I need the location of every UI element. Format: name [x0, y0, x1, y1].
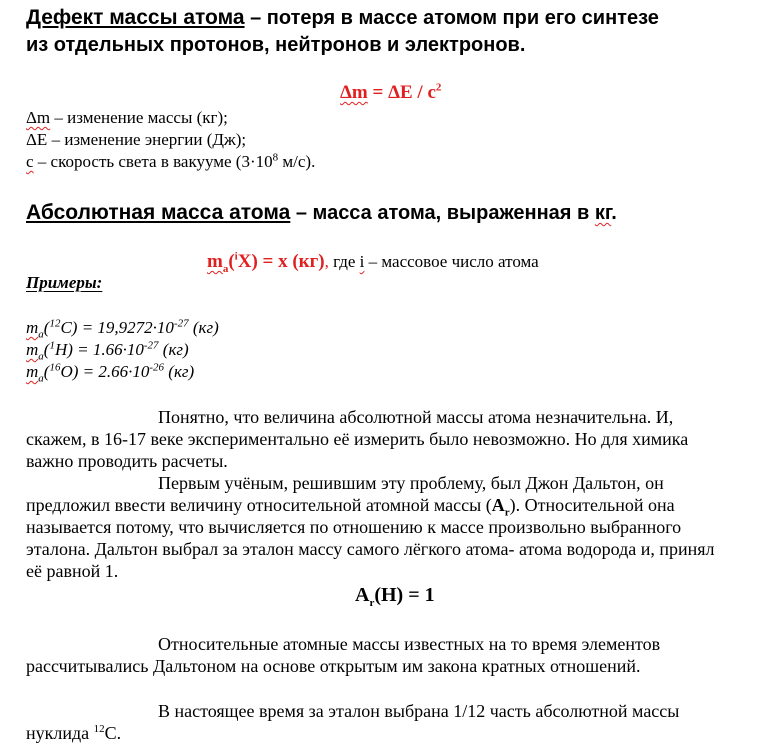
def-de-symbol: ΔE — [26, 130, 48, 149]
heading-mass-defect-term: Дефект массы атома — [26, 6, 245, 29]
def-c-symbol: с — [26, 152, 34, 171]
example-h1-m: $m_a$ — [26, 340, 44, 363]
heading-mass-defect — [26, 6, 659, 30]
formula2-comma: , — [324, 252, 329, 271]
formula2-open: ( — [228, 251, 235, 272]
heading-mass-defect-line2: из отдельных протонов, нейтронов и электронов. — [26, 34, 526, 56]
formula2-tail-b: – массовое число атома — [364, 252, 539, 271]
formula2-x: X) = x (кг) — [237, 251, 325, 272]
heading-absolute-mass — [26, 201, 617, 225]
para2-line2: предложил ввести величину относительной атомной массы $(A_r)$. Относительной она — [26, 495, 675, 519]
def-c-text-b: м/с). — [278, 152, 316, 171]
examples-title: Примеры: — [26, 273, 103, 292]
def-de — [26, 130, 246, 150]
para4-line1: В настоящее время за эталон выбрана 1/12 часть абсолютной массы — [158, 701, 680, 721]
heading-absolute-mass-term: Абсолютная масса атома — [26, 201, 291, 224]
def-de-text: – изменение энергии (Дж); — [47, 130, 247, 149]
example-h1: $m_a(^1H) = 1.66\cdot 10^{-27}$ (кг) — [26, 339, 189, 363]
formula-mass-energy — [340, 82, 441, 104]
def-c-exp: 8 — [272, 151, 279, 164]
para2-line3: называется потому, что вычисляется по отношению к массе произвольно выбранного — [26, 517, 682, 537]
para2-line1: Первым учёным, решившим эту проблему, был Джон Дальтон, он — [158, 473, 664, 493]
example-o16-m: $m_a$ — [26, 362, 44, 385]
formula-absolute-mass — [207, 251, 539, 273]
ar-symbol: $A_r$ — [491, 495, 510, 519]
para3-line2: рассчитывались Дальтоном на основе открытым им закона кратных отношений. — [26, 656, 641, 676]
def-c — [26, 152, 315, 172]
def-c-text-a: – скорость света в вакууме (3·10 — [33, 152, 273, 171]
formula2-tail-a: где — [328, 252, 360, 271]
def-dm — [26, 108, 228, 128]
def-dm-symbol: Δm — [26, 108, 51, 127]
para1-line3: важно проводить расчеты. — [26, 451, 228, 471]
formula-exp: 2 — [435, 81, 442, 94]
heading-mass-defect-rest: – потеря в массе атомом при его синтезе — [244, 7, 659, 29]
para2-line5: её равной 1. — [26, 561, 119, 581]
example-c12: $m_a(^{12}C) = 19,9272\cdot 10^{-27}$ (кг) — [26, 317, 219, 341]
para4-line2: нуклида $^{12}$С. — [26, 723, 122, 743]
formula-dm: Δm — [340, 82, 368, 103]
heading-absolute-mass-end: . — [611, 202, 617, 224]
formula2-sup-i: i — [234, 250, 238, 263]
formula2-m: $m_a$ — [207, 251, 229, 275]
para1-line2: скажем, в 16-17 веке экспериментально её измерить было невозможно. Но для химика — [26, 429, 689, 449]
example-c12-m: $m_a$ — [26, 318, 44, 341]
para3-line1: Относительные атомные массы известных на то время элементов — [158, 634, 661, 654]
heading-absolute-mass-unit: кг — [594, 202, 612, 224]
example-o16: $m_a(^{16}O) = 2.66\cdot 10^{-26}$ (кг) — [26, 361, 195, 385]
def-dm-text: – изменение массы (кг); — [50, 108, 228, 127]
para2-line4: эталона. Дальтон выбрал за эталон массу самого лёгкого атома- атома водорода и, принял — [26, 539, 715, 559]
formula-rhs: = ΔE / c — [367, 82, 436, 103]
formula2-tail-i: i — [359, 252, 365, 271]
heading-absolute-mass-rest: – масса атома, выраженная в — [290, 202, 595, 224]
para1-line1: Понятно, что величина абсолютной массы атома незначительна. И, — [158, 407, 674, 427]
formula-ar-h: $A_r(H) = 1$ — [355, 584, 435, 609]
